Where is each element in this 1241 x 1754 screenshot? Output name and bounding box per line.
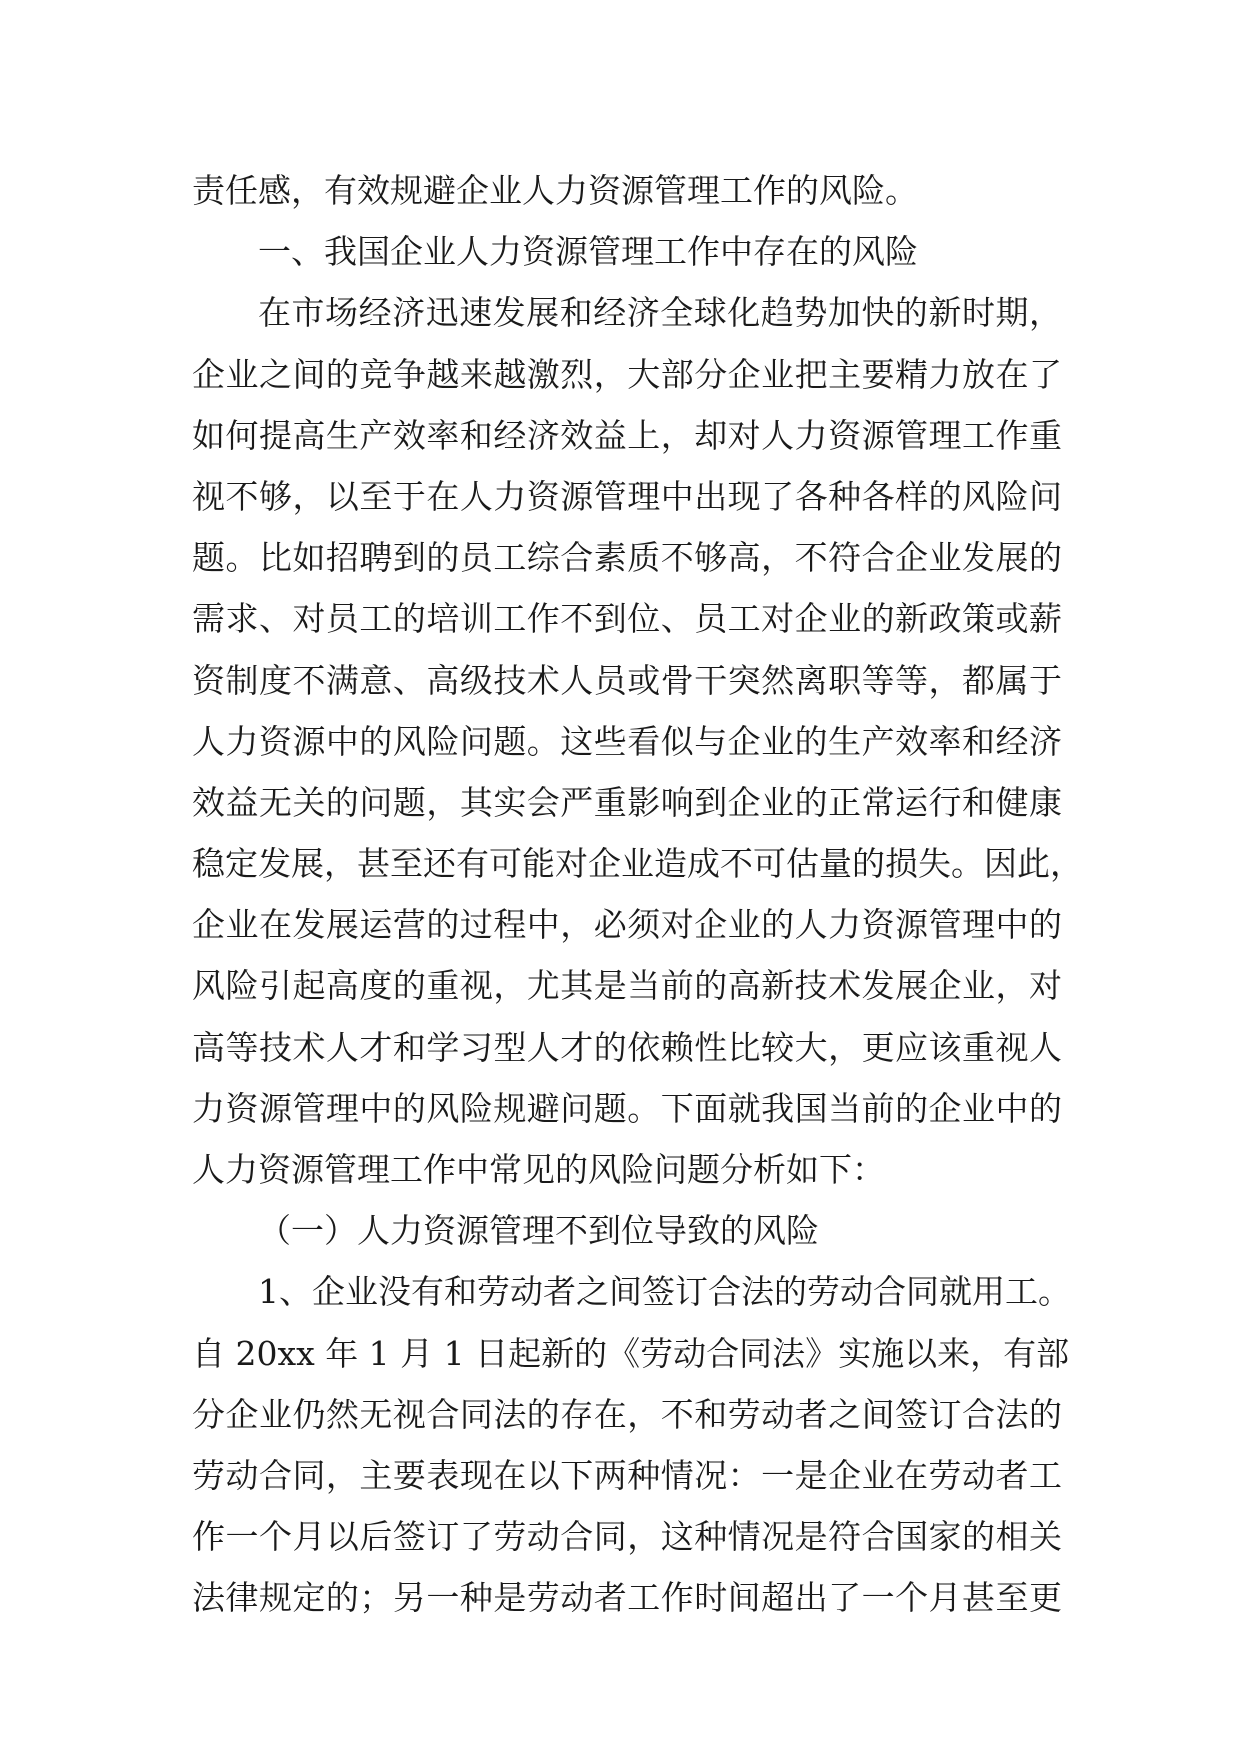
- text-line: 稳定发展，甚至还有可能对企业造成不可估量的损失。因此，: [192, 844, 1083, 884]
- text-line: 力资源管理中的风险规避问题。下面就我国当前的企业中的: [192, 1088, 1062, 1128]
- text-line: 需求、对员工的培训工作不到位、员工对企业的新政策或薪: [192, 599, 1062, 639]
- text-line: 风险引起高度的重视，尤其是当前的高新技术发展企业，对: [192, 966, 1062, 1006]
- text-line: 1、企业没有和劳动者之间签订合法的劳动合同就用工。: [258, 1272, 1071, 1312]
- text-line: 题。比如招聘到的员工综合素质不够高，不符合企业发展的: [192, 538, 1062, 578]
- text-line: 劳动合同，主要表现在以下两种情况：一是企业在劳动者工: [192, 1455, 1062, 1495]
- text-line: 资制度不满意、高级技术人员或骨干突然离职等等，都属于: [192, 660, 1062, 700]
- text-line: 如何提高生产效率和经济效益上，却对人力资源管理工作重: [192, 415, 1062, 455]
- text-line: 企业之间的竞争越来越激烈，大部分企业把主要精力放在了: [192, 354, 1062, 394]
- text-line: 一、我国企业人力资源管理工作中存在的风险: [258, 232, 918, 272]
- text-line: 企业在发展运营的过程中，必须对企业的人力资源管理中的: [192, 905, 1062, 945]
- text-line: 人力资源管理工作中常见的风险问题分析如下：: [192, 1150, 885, 1189]
- text-line: 自 20xx 年 1 月 1 日起新的《劳动合同法》实施以来，有部: [192, 1333, 1070, 1373]
- text-line: 分企业仍然无视合同法的存在，不和劳动者之间签订合法的: [192, 1394, 1062, 1434]
- text-line: （一）人力资源管理不到位导致的风险: [258, 1211, 819, 1251]
- text-line: 视不够，以至于在人力资源管理中出现了各种各样的风险问: [192, 476, 1062, 516]
- text-line: 法律规定的；另一种是劳动者工作时间超出了一个月甚至更: [192, 1578, 1062, 1618]
- text-line: 人力资源中的风险问题。这些看似与企业的生产效率和经济: [192, 721, 1062, 761]
- text-line: 作一个月以后签订了劳动合同，这种情况是符合国家的相关: [192, 1517, 1062, 1557]
- body-text: [192, 160, 1083, 1629]
- text-line: 效益无关的问题，其实会严重影响到企业的正常运行和健康: [192, 782, 1062, 822]
- text-line: 责任感，有效规避企业人力资源管理工作的风险。: [192, 171, 918, 210]
- text-line: 高等技术人才和学习型人才的依赖性比较大，更应该重视人: [192, 1027, 1062, 1067]
- text-line: 在市场经济迅速发展和经济全球化趋势加快的新时期，: [258, 293, 1062, 333]
